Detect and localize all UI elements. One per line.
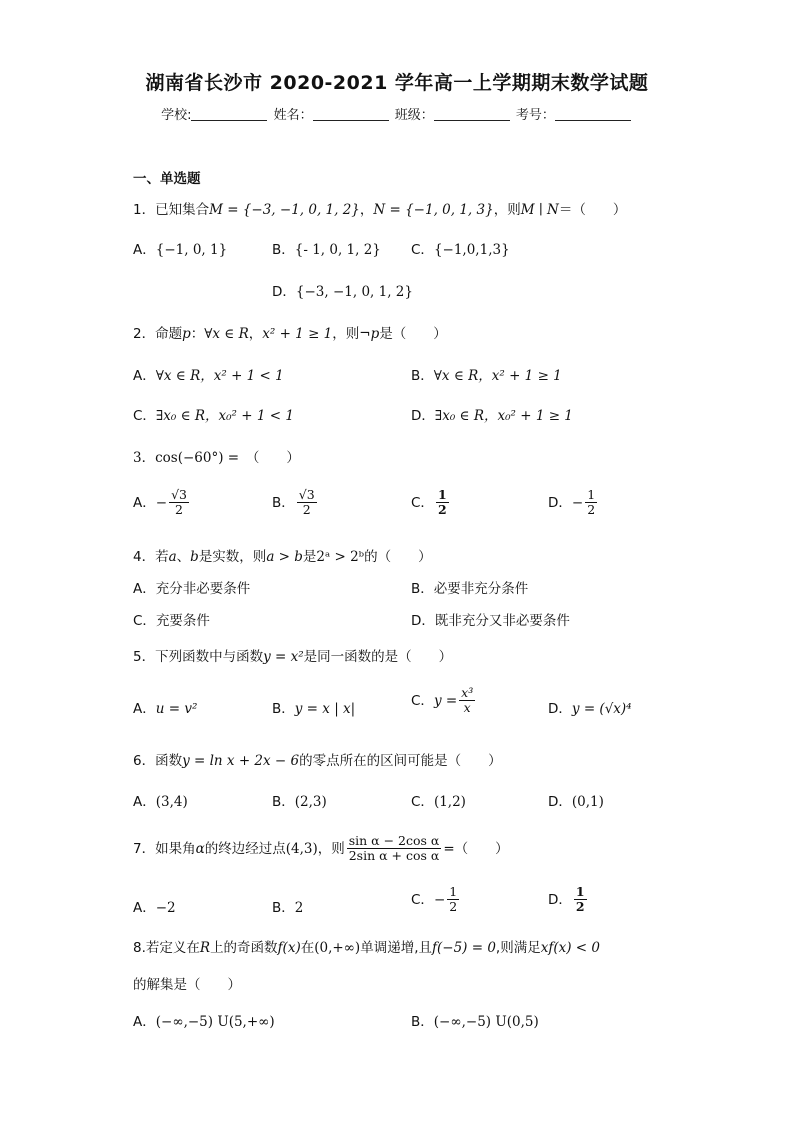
question-4-stem (133, 545, 432, 565)
q2-p: p (182, 326, 191, 342)
option-label: A． (133, 900, 156, 916)
numerator: 1 (437, 487, 447, 502)
question-1-stem (133, 198, 626, 218)
q5-option-a[interactable] (133, 697, 197, 717)
option-fraction (447, 885, 459, 915)
numerator: x³ (461, 685, 474, 700)
q4-option-c[interactable] (133, 609, 210, 629)
q3-stem-text: 3．cos(−60°) = （ ） (133, 450, 300, 466)
denominator: 2 (175, 502, 183, 518)
q2-mid: ，则 (332, 326, 360, 342)
q5-suffix: 是同一函数的是（ ） (303, 649, 453, 665)
q4-mid: 是实数，则 (198, 549, 267, 565)
q1-mid: ，则 (493, 202, 521, 218)
q6-option-d[interactable] (548, 790, 604, 810)
option-fraction (459, 686, 475, 716)
q1-option-a[interactable] (133, 238, 227, 258)
numerator: 1 (587, 487, 596, 502)
option-text: {−1, 0, 1} (155, 242, 228, 258)
q6-suffix: 的零点所在的区间可能是（ ） (299, 753, 502, 769)
page-title: 湖南省长沙市 2020-2021 学年高一上学期期末数学试题 (145, 72, 649, 94)
option-text: ∃x₀ ∈ R，x₀² + 1 < 1 (155, 408, 294, 424)
option-text: ∀x ∈ R，x² + 1 < 1 (155, 368, 284, 384)
q4-option-d[interactable] (411, 609, 570, 629)
option-text: (−∞,−5) U(0,5) (433, 1014, 539, 1030)
number-label: 考号： (515, 108, 555, 123)
q5-option-b[interactable] (272, 697, 355, 717)
name-blank (313, 106, 389, 121)
option-text: ∃x₀ ∈ R，x₀² + 1 ≥ 1 (434, 408, 573, 424)
denominator: 2 (575, 899, 585, 915)
denominator: 2 (587, 502, 596, 518)
q7-point: (4,3) (285, 840, 318, 857)
option-label: C． (133, 408, 156, 424)
q4-option-b[interactable] (411, 577, 528, 597)
q3-option-d[interactable] (548, 488, 599, 518)
q3-option-b[interactable] (272, 488, 319, 518)
q4-a: a (168, 549, 177, 565)
q8-mid2: 在 (300, 940, 315, 956)
q8-ineq: xf(x) < 0 (540, 940, 600, 956)
option-text: (3,4) (155, 794, 188, 810)
q2-neg: ¬p (359, 326, 380, 342)
option-label: C． (133, 613, 156, 629)
option-label: A． (133, 581, 156, 597)
denominator: 2 (437, 502, 447, 518)
option-label: A． (133, 494, 156, 511)
q1-option-d[interactable] (272, 280, 413, 300)
option-text: {−3, −1, 0, 1, 2} (295, 284, 413, 300)
option-label: B． (411, 581, 434, 597)
option-text: {−1,0,1,3} (433, 242, 510, 258)
denominator: 2 (302, 502, 311, 518)
option-text: y = x | x| (294, 701, 356, 717)
q7-option-c[interactable] (411, 885, 461, 915)
q2-option-d[interactable] (411, 404, 573, 424)
option-label: A． (133, 794, 156, 810)
option-text: (2,3) (294, 794, 327, 810)
option-text: (0,1) (571, 794, 604, 810)
q4-option-a[interactable] (133, 577, 250, 597)
denominator: x (463, 700, 471, 716)
option-label: B． (411, 368, 434, 384)
q2-option-b[interactable] (411, 364, 562, 384)
q4-cond1: a > b (266, 549, 303, 565)
q1-suffix: ＝（ ） (558, 202, 627, 218)
option-text: (−∞,−5) U(5,+∞) (155, 1014, 275, 1030)
option-sign: − (571, 494, 584, 511)
option-label: A． (133, 701, 156, 717)
numerator: sin α − 2cos α (348, 833, 440, 848)
option-label: D． (272, 284, 296, 300)
q3-option-c[interactable] (411, 488, 451, 518)
q5-option-c[interactable] (411, 686, 477, 716)
q7-prefix: 7．如果角 (133, 840, 196, 857)
option-label: A． (133, 1014, 156, 1030)
q7-alpha: α (195, 840, 205, 857)
q5-func: y = x² (263, 649, 304, 665)
option-label: C． (411, 794, 434, 810)
numerator: 1 (575, 884, 585, 899)
q6-option-a[interactable] (133, 790, 188, 810)
option-label: D． (548, 891, 572, 908)
option-sign: − (155, 494, 168, 511)
q2-ineq: x² + 1 ≥ 1 (262, 326, 333, 342)
q2-sep: ， (248, 326, 263, 342)
question-7-stem (133, 834, 509, 864)
section-title: 一、单选题 (133, 171, 201, 187)
numerator: 1 (449, 884, 458, 899)
q4-b: b (190, 549, 199, 565)
option-label: C． (411, 891, 434, 908)
option-label: B． (272, 242, 295, 258)
q7-mid2: ，则 (317, 840, 345, 857)
q1-sep: ， (359, 202, 374, 218)
option-fraction (169, 488, 189, 518)
q6-option-c[interactable] (411, 790, 466, 810)
denominator: 2 (449, 899, 458, 915)
option-text: 2 (294, 900, 304, 916)
option-label: C． (411, 494, 434, 511)
q6-prefix: 6．函数 (133, 753, 183, 769)
option-label: B． (272, 701, 295, 717)
q1-option-b[interactable] (272, 238, 381, 258)
q8-mid4: ,则满足 (495, 940, 541, 956)
option-lhs: y = (433, 692, 458, 709)
question-3-stem (133, 446, 300, 466)
option-label: B． (272, 794, 295, 810)
option-fraction (436, 488, 449, 518)
school-label: 学校: (161, 108, 192, 123)
q8-mid3: 单调递增,且 (360, 940, 432, 956)
question-8-stem-line2: 的解集是（ ） (133, 977, 241, 993)
q2-prefix: 2．命题 (133, 326, 183, 342)
q4-sep: 、 (176, 549, 191, 565)
q8-r: R (199, 940, 211, 956)
denominator: 2sin α + cos α (348, 848, 440, 864)
question-6-stem (133, 749, 502, 769)
option-text: 既非充分又非必要条件 (434, 613, 570, 629)
option-fraction (585, 488, 597, 518)
q1-option-c[interactable] (411, 238, 510, 258)
q8-option-a[interactable] (133, 1010, 275, 1030)
q1-expr: M ∣ N (520, 202, 559, 218)
q6-option-b[interactable] (272, 790, 327, 810)
q7-fraction (347, 834, 442, 864)
number-blank (555, 106, 631, 121)
option-text: y = (√x)⁴ (571, 701, 632, 717)
option-text: 必要非充分条件 (433, 581, 529, 597)
option-text: 充分非必要条件 (155, 581, 251, 597)
q5-option-d[interactable] (548, 697, 632, 717)
q2-option-a[interactable] (133, 364, 284, 384)
q1-set-n: N = {−1, 0, 1, 3} (373, 202, 494, 218)
q8-mid: 上的奇函数 (210, 940, 278, 956)
q7-suffix: =（ ） (443, 840, 509, 857)
q1-prefix: 1．已知集合 (133, 202, 210, 218)
q6-func: y = ln x + 2x − 6 (182, 753, 300, 769)
q4-suffix: 的（ ） (364, 549, 432, 565)
numerator: √3 (298, 487, 315, 502)
q2-cond: ∀x ∈ R (204, 326, 249, 342)
q2-option-c[interactable] (133, 404, 294, 424)
option-text: {- 1, 0, 1, 2} (294, 242, 381, 258)
option-label: C． (411, 242, 434, 258)
q2-colon: ： (190, 326, 205, 342)
q8-fx: f(x) (277, 940, 301, 956)
q5-prefix: 5．下列函数中与函数 (133, 649, 264, 665)
q4-mid2: 是 (302, 549, 317, 565)
option-text: (1,2) (433, 794, 466, 810)
q8-cond: f(−5) = 0 (432, 940, 496, 956)
option-text: u = v² (155, 701, 198, 717)
option-fraction (297, 488, 317, 518)
option-label: D． (548, 701, 572, 717)
option-label: C． (411, 692, 434, 709)
q1-set-m: M = {−3, −1, 0, 1, 2} (209, 202, 360, 218)
option-label: D． (548, 494, 572, 511)
numerator: √3 (171, 487, 187, 502)
class-blank (434, 106, 510, 121)
school-blank (191, 106, 267, 121)
option-label: D． (411, 613, 435, 629)
option-label: B． (411, 1014, 434, 1030)
option-label: B． (272, 494, 295, 511)
question-8-stem (133, 936, 600, 956)
q7-option-d[interactable] (548, 885, 589, 915)
class-label: 班级： (394, 108, 434, 123)
option-sign: − (433, 891, 446, 908)
option-label: D． (548, 794, 572, 810)
question-5-stem (133, 645, 452, 665)
option-text: ∀x ∈ R，x² + 1 ≥ 1 (433, 368, 562, 384)
q4-prefix: 4．若 (133, 549, 169, 565)
option-fraction (574, 885, 587, 915)
student-info-line (0, 104, 794, 123)
q7-option-b[interactable] (272, 896, 303, 916)
q8-prefix: 8.若定义在 (133, 940, 200, 956)
q2-suffix: 是（ ） (379, 326, 447, 342)
option-label: A． (133, 242, 156, 258)
name-label: 姓名： (273, 108, 313, 123)
q8-interval: (0,+∞) (314, 940, 361, 956)
option-label: B． (272, 900, 295, 916)
q7-option-a[interactable] (133, 896, 176, 916)
option-text: −2 (155, 900, 176, 916)
q8-option-b[interactable] (411, 1010, 539, 1030)
option-label: A． (133, 368, 156, 384)
option-text: 充要条件 (155, 613, 210, 629)
option-label: D． (411, 408, 435, 424)
q3-option-a[interactable] (133, 488, 191, 518)
question-2-stem (133, 322, 447, 342)
q7-mid: 的终边经过点 (204, 840, 286, 857)
q4-cond2: 2ᵃ > 2ᵇ (316, 549, 365, 565)
